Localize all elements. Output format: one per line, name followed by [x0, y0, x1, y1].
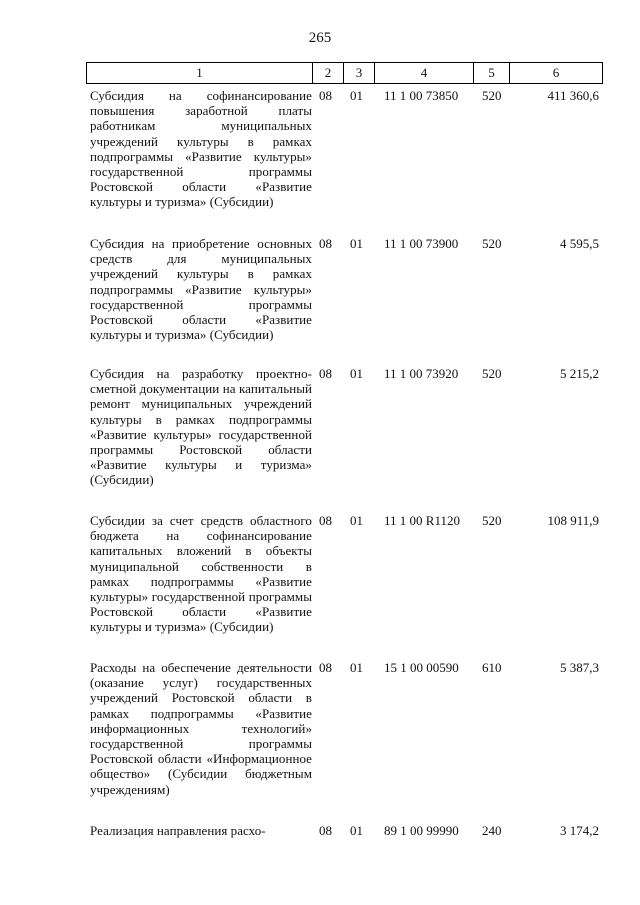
row-expense-type: 520 — [482, 366, 502, 381]
row-amount: 411 360,6 — [547, 88, 599, 103]
header-col-2: 2 — [313, 63, 344, 83]
row-subsection: 01 — [350, 88, 363, 103]
row-amount: 5 387,3 — [560, 660, 599, 675]
table-header-row — [86, 62, 603, 84]
row-subsection: 01 — [350, 660, 363, 675]
row-name: Субсидии за счет средств областного бюджета на софинансирование капитальных вложений в объекты муниципальной собственности в рамках подпрограммы «Развитие культуры» государственной программы Ростовской области «Развитие культуры и туризма» (Субсидии) — [90, 513, 312, 635]
table-body — [86, 88, 603, 843]
row-expense-type: 520 — [482, 513, 502, 528]
row-name: Субсидия на приобретение основных средств для муниципальных учреждений культуры в рамках подпрограммы «Развитие культуры» государственной программы Ростовской области «Развитие культуры и туризма» (Субсидии) — [90, 236, 312, 343]
row-amount: 4 595,5 — [560, 236, 599, 251]
row-target-code: 11 1 00 73850 — [384, 88, 459, 103]
row-name: Субсидия на разработку проектно-сметной документации на капитальный ремонт муниципальных учреждений культуры в рамках подпрограммы «Развитие культуры» государственной программы Ростовской области «Развитие культуры и туризма» (Субсидии) — [90, 366, 312, 488]
row-target-code: 15 1 00 00590 — [384, 660, 459, 675]
header-col-3: 3 — [344, 63, 375, 83]
row-expense-type: 520 — [482, 88, 502, 103]
row-subsection: 01 — [350, 236, 363, 251]
row-section: 08 — [319, 823, 332, 838]
row-target-code: 11 1 00 73920 — [384, 366, 459, 381]
row-target-code: 11 1 00 R1120 — [384, 513, 460, 528]
row-amount: 5 215,2 — [560, 366, 599, 381]
row-section: 08 — [319, 660, 332, 675]
table-row — [86, 660, 603, 823]
row-target-code: 11 1 00 73900 — [384, 236, 459, 251]
header-col-1: 1 — [87, 63, 313, 83]
row-subsection: 01 — [350, 366, 363, 381]
row-amount: 3 174,2 — [560, 823, 599, 838]
row-target-code: 89 1 00 99990 — [384, 823, 459, 838]
row-name: Расходы на обеспечение деятельности (оказание услуг) государственных учреждений Ростовской области в рамках подпрограммы «Развитие информационных технологий» государственной программы Ростовской области «Информационное общество» (Субсидии бюджетным учреждениям) — [90, 660, 312, 797]
table-row — [86, 236, 603, 366]
header-col-6: 6 — [552, 65, 560, 80]
row-expense-type: 240 — [482, 823, 502, 838]
table-row — [86, 823, 603, 843]
row-subsection: 01 — [350, 823, 363, 838]
table-row — [86, 366, 603, 513]
header-col-4: 4 — [375, 63, 474, 83]
row-amount: 108 911,9 — [547, 513, 599, 528]
row-expense-type: 520 — [482, 236, 502, 251]
table-row — [86, 513, 603, 660]
row-expense-type: 610 — [482, 660, 502, 675]
header-col-5: 5 — [474, 63, 510, 83]
page-number: 265 — [308, 30, 332, 46]
row-section: 08 — [319, 88, 332, 103]
row-section: 08 — [319, 236, 332, 251]
table-row — [86, 88, 603, 236]
row-subsection: 01 — [350, 513, 363, 528]
row-name: Субсидия на софинансирование повышения заработной платы работникам муниципальных учреждений культуры в рамках подпрограммы «Развитие культуры» государственной программы Ростовской области «Развитие культуры и туризма» (Субсидии) — [90, 88, 312, 210]
row-name: Реализация направления расхо- — [90, 823, 266, 838]
row-section: 08 — [319, 366, 332, 381]
row-section: 08 — [319, 513, 332, 528]
